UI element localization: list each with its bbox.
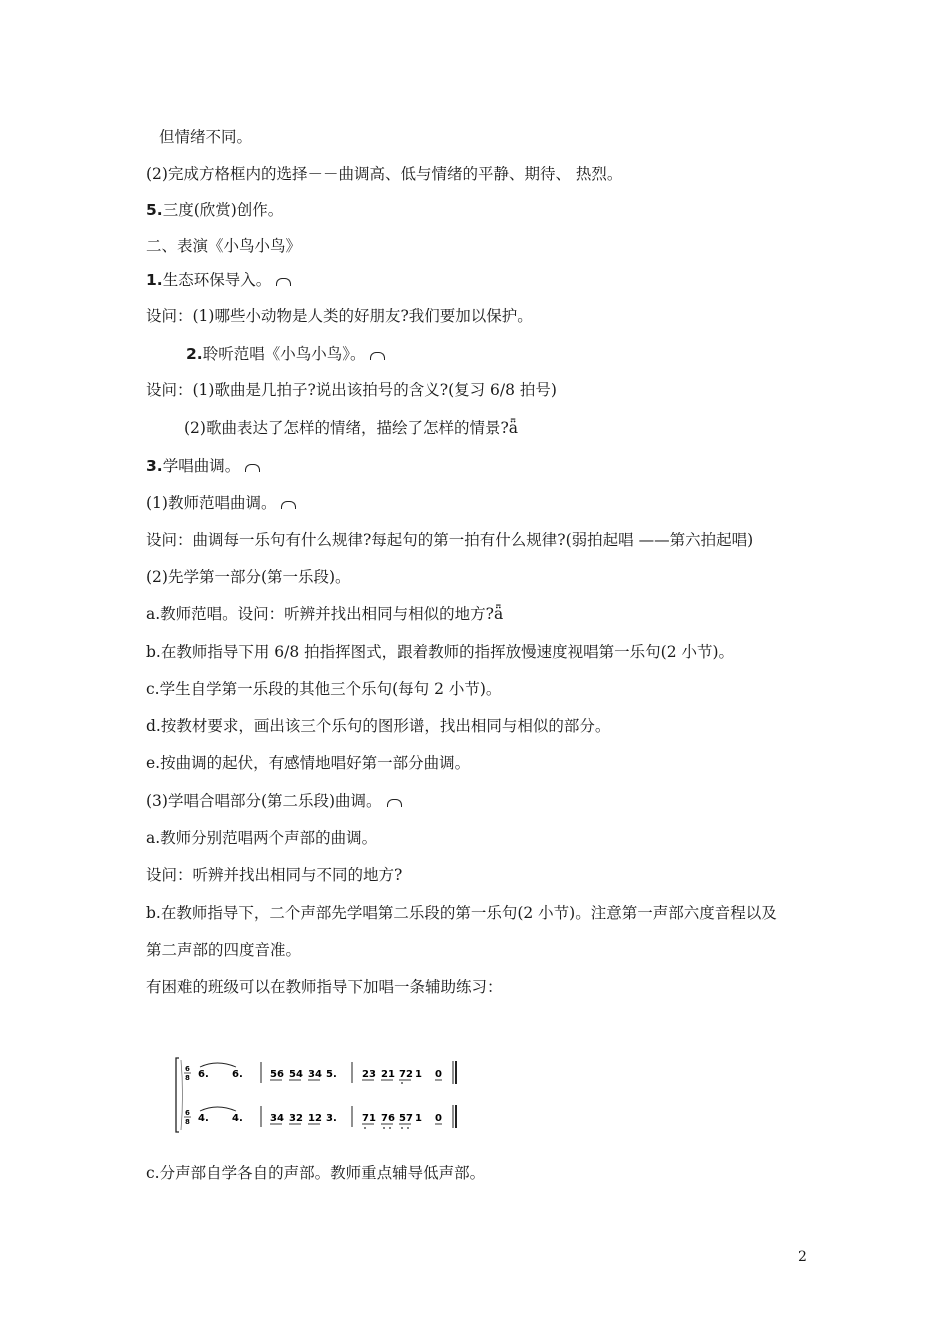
text-line: a.教师分别范唱两个声部的曲调。	[146, 829, 378, 847]
list-number: 3.	[146, 457, 163, 475]
page-number: 2	[798, 1249, 807, 1265]
note: 0	[435, 1113, 442, 1124]
text-line: b.在教师指导下，二个声部先学唱第二乐段的第一乐句(2 小节)。注意第一声部六度音程以及	[146, 904, 777, 922]
tie-icon	[200, 1063, 236, 1067]
section-heading: 二、表演《小鸟小鸟》	[146, 237, 302, 255]
text-line: (3)学唱合唱部分(第二乐段)曲调。	[146, 791, 402, 811]
note: 5.	[326, 1069, 337, 1080]
note: 6.	[198, 1069, 209, 1080]
list-number: 5.	[146, 201, 163, 219]
media-marker-icon	[245, 464, 260, 472]
text-line: 设问：(1)哪些小动物是人类的好朋友?我们要加以保护。	[146, 307, 533, 325]
text-line: 第二声部的四度音准。	[146, 941, 302, 959]
text-line: (2)歌曲表达了怎样的情绪，描绘了怎样的情景?ǟ	[184, 419, 519, 437]
note: 23	[362, 1069, 376, 1080]
list-item: 3.学唱曲调。	[146, 456, 260, 476]
numbered-musical-score	[172, 1056, 472, 1134]
media-marker-icon	[370, 352, 385, 360]
media-marker-icon	[276, 278, 291, 286]
text-line: c.分声部自学各自的声部。教师重点辅导低声部。	[146, 1164, 486, 1182]
note: 57	[399, 1113, 413, 1124]
text-line: b.在教师指导下用 6/8 拍指挥图式，跟着教师的指挥放慢速度视唱第一乐句(2 小节)。	[146, 643, 735, 661]
media-marker-icon	[387, 799, 402, 807]
text-line: c.学生自学第一乐段的其他三个乐句(每句 2 小节)。	[146, 680, 502, 698]
text-line: 设问：听辨并找出相同与不同的地方?	[146, 866, 403, 884]
time-sig-top: 6	[185, 1109, 190, 1117]
note: 0	[435, 1069, 442, 1080]
score-brace	[176, 1058, 179, 1132]
note: 12	[308, 1113, 322, 1124]
note: 54	[289, 1069, 303, 1080]
text-line: 设问：曲调每一乐句有什么规律?每起句的第一拍有什么规律?(弱拍起唱 ——第六拍起唱)	[146, 531, 754, 549]
list-number: 2.	[186, 345, 203, 363]
text-line: d.按教材要求，画出该三个乐句的图形谱，找出相同与相似的部分。	[146, 717, 611, 735]
text-line: a.教师范唱。设问：听辨并找出相同与相似的地方?ǟ	[146, 605, 504, 623]
note: 1	[415, 1113, 422, 1124]
note: 21	[381, 1069, 395, 1080]
note: 3.	[326, 1113, 337, 1124]
note: 6.	[232, 1069, 243, 1080]
note: 72	[399, 1069, 413, 1080]
time-sig-bottom: 8	[185, 1074, 190, 1082]
time-sig-bottom: 8	[185, 1118, 190, 1126]
note: 34	[308, 1069, 322, 1080]
note: 76	[381, 1113, 395, 1124]
text-line: (2)先学第一部分(第一乐段)。	[146, 568, 351, 586]
note: 56	[270, 1069, 284, 1080]
text-line: (2)完成方格框内的选择－－曲调高、低与情绪的平静、期待、 热烈。	[146, 165, 623, 183]
list-item: 5.三度(欣赏)创作。	[146, 201, 284, 219]
list-number: 1.	[146, 271, 163, 289]
note: 4.	[232, 1113, 243, 1124]
note: 32	[289, 1113, 303, 1124]
text-line: e.按曲调的起伏，有感情地唱好第一部分曲调。	[146, 754, 471, 772]
note: 71	[362, 1113, 376, 1124]
note: 34	[270, 1113, 284, 1124]
text-line: 但情绪不同。	[159, 128, 253, 146]
text-line: 设问：(1)歌曲是几拍子?说出该拍号的含义?(复习 6/8 拍号)	[146, 381, 557, 399]
time-sig-top: 6	[185, 1065, 190, 1073]
note: 4.	[198, 1113, 209, 1124]
media-marker-icon	[281, 501, 296, 509]
tie-icon	[200, 1107, 236, 1111]
list-item: 1.生态环保导入。	[146, 270, 291, 290]
note: 1	[415, 1069, 422, 1080]
text-line: 有困难的班级可以在教师指导下加唱一条辅助练习：	[146, 978, 503, 996]
text-line: (1)教师范唱曲调。	[146, 493, 296, 513]
list-item: 2.聆听范唱《小鸟小鸟》。	[186, 344, 385, 364]
